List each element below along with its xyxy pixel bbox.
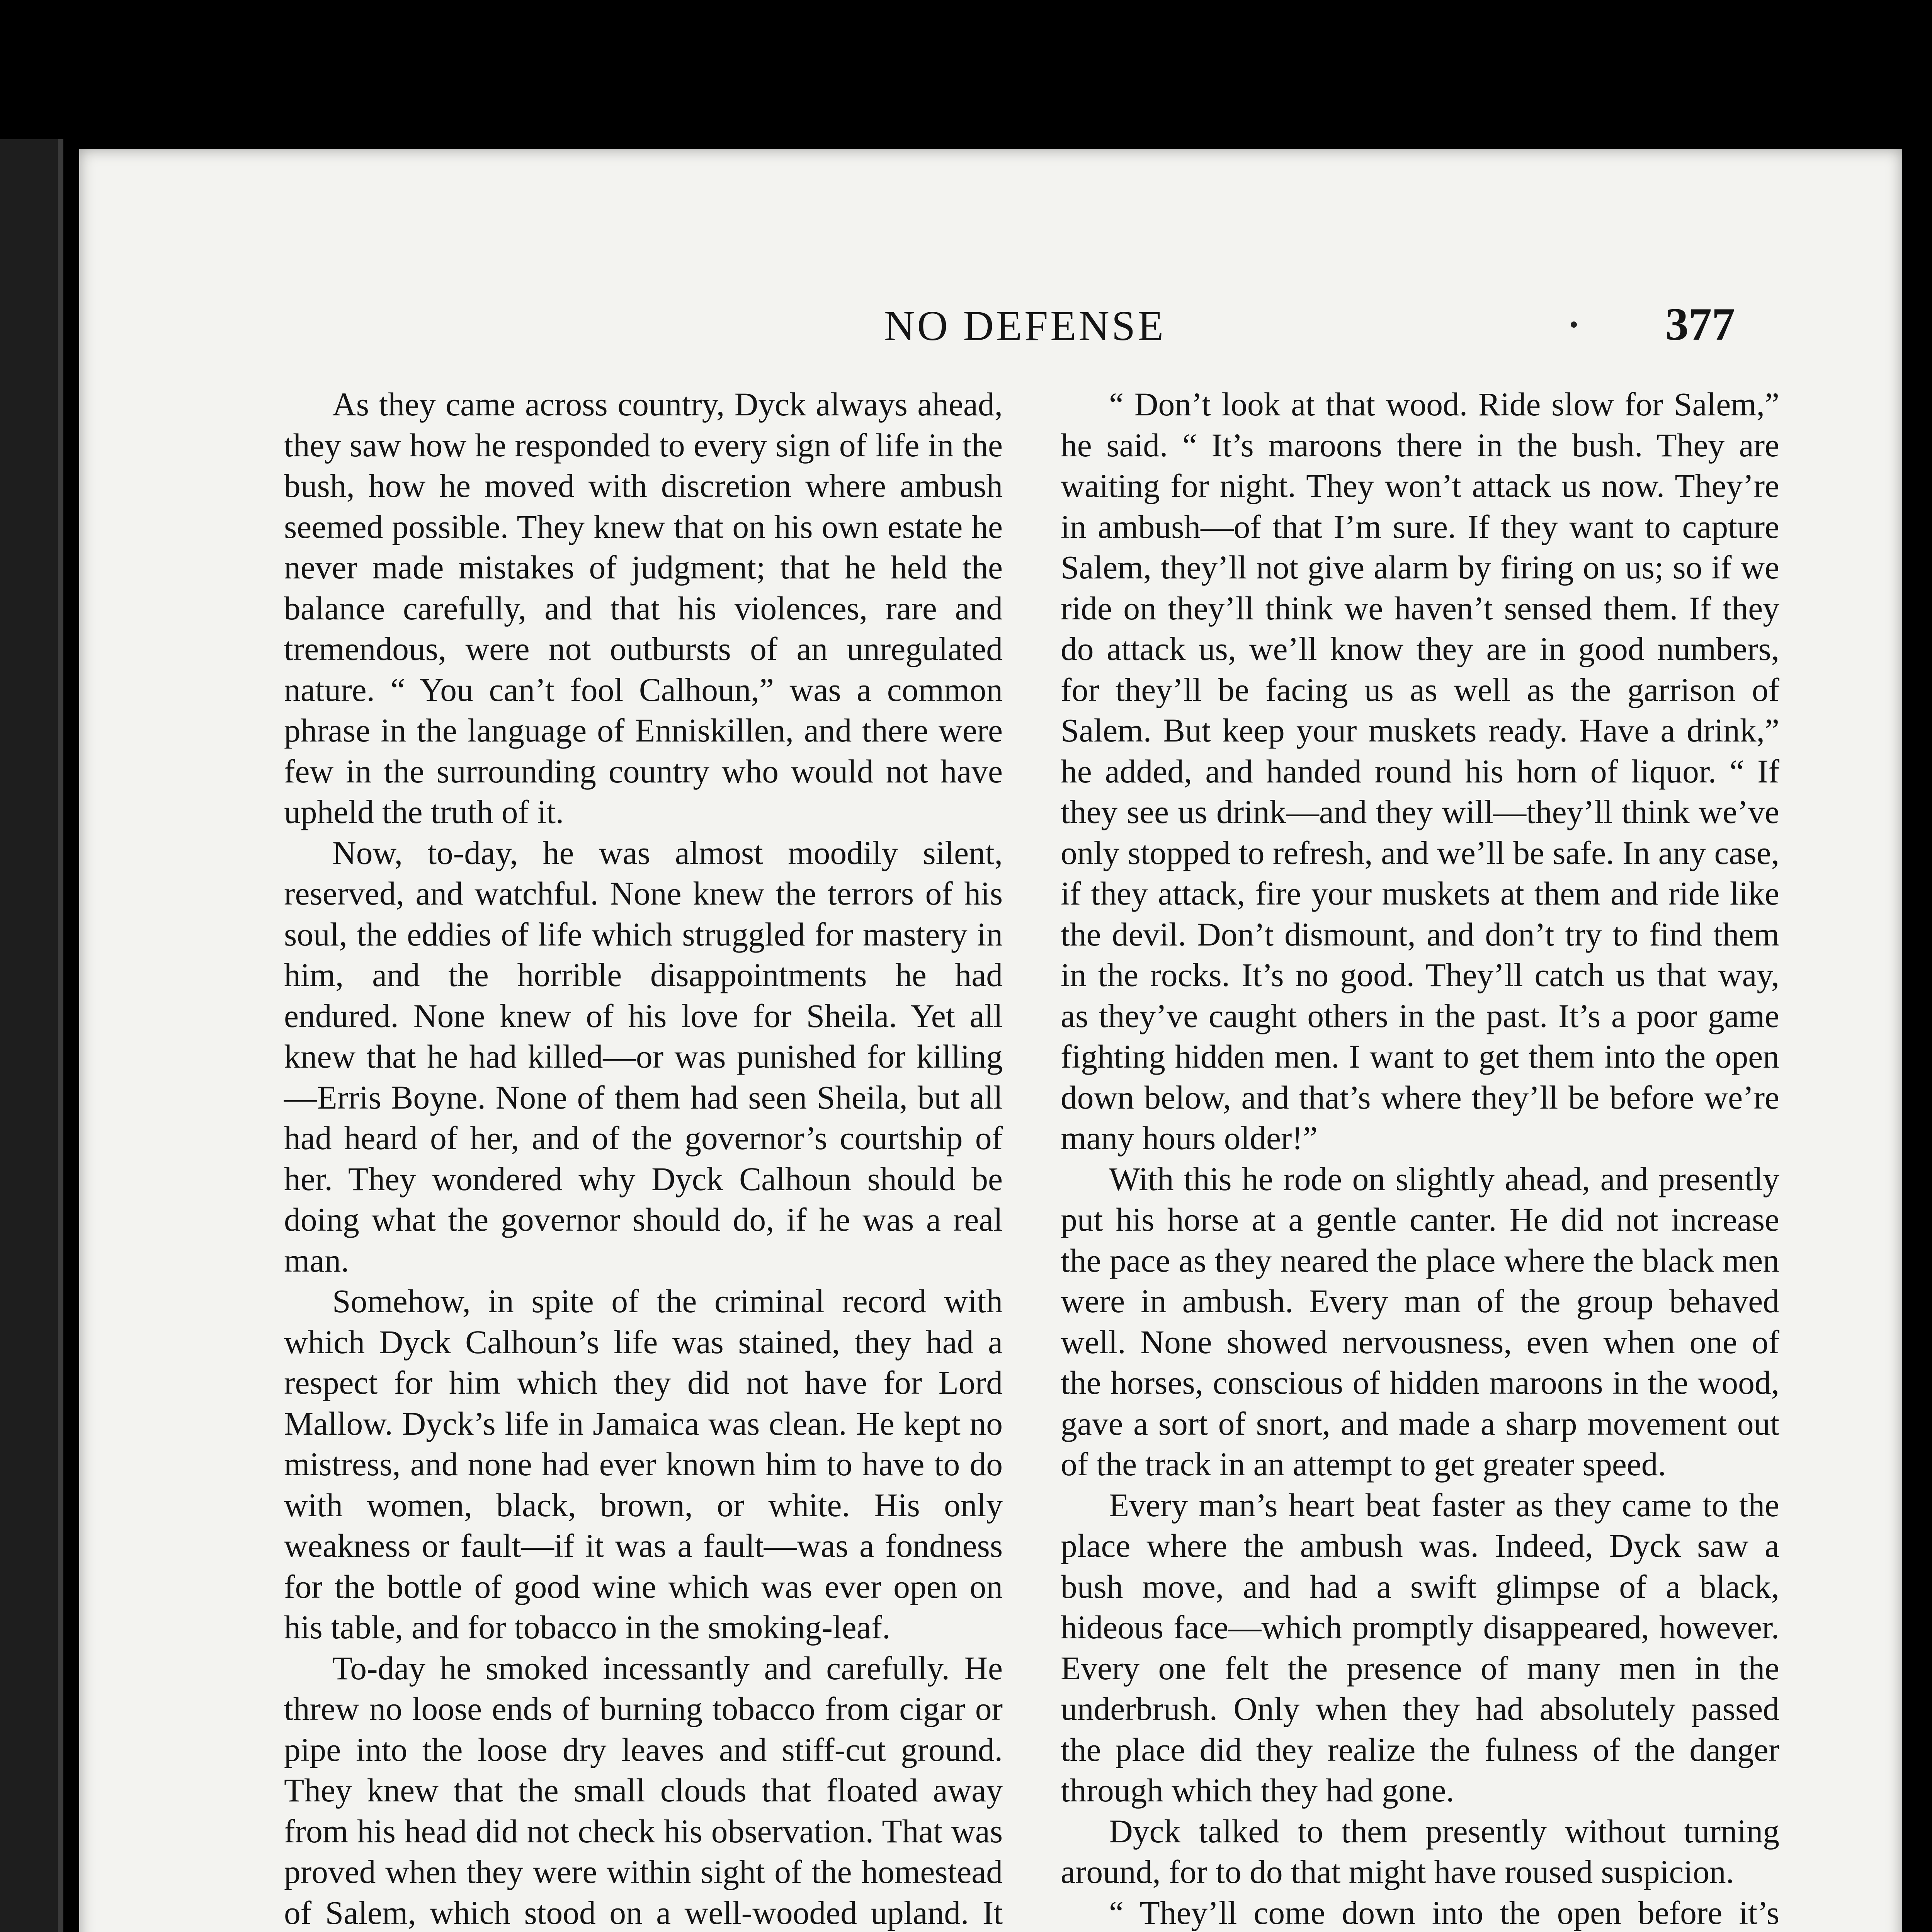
adjacent-page-edge bbox=[0, 139, 63, 1932]
paragraph: With this he rode on slightly ahead, and presently put his horse at a gentle canter. He did not increase the pace as they neared the place where the black men were in ambush. Every man of the group behaved well. None showed nervousness, even when one of the horses, conscious of hidden maroons in the wood, gave a sort of snort, and made a sharp movement out of the track in an attempt to get greater speed. bbox=[1061, 1161, 1779, 1483]
paragraph: Every man’s heart beat faster as they came to the place where the ambush was. Indeed, Dyck saw a bush move, and had a swift glimpse of a black, hideous face—which promptly disappeared, however. Every one felt the presence of many men in the underbrush. Only when they had absolutely passed the place did they realize the fulness of the danger through which they had gone. bbox=[1061, 1487, 1779, 1809]
paragraph: “ Don’t look at that wood. Ride slow for Salem,” he said. “ It’s maroons there in the bush. They are waiting for night. They won’t attack us now. They’re in ambush—of that I’m sure. If they want to capture Salem, they’ll not give alarm by firing on us; so if we ride on they’ll think we haven’t sensed them. If they do attack us, we’ll know they are in good numbers, for they’ll be facing us as well as the garrison of Salem. But keep your muskets ready. Have a drink,” he added, and handed round his horn of liquor. “ If they see us drink—and they will—they’ll think we’ve only stopped to refresh, and we’ll be safe. In any case, if they attack, fire your muskets at them and ride like the devil. Don’t dismount, and don’t try to find them in the rocks. It’s no good. They’ll catch us that way, as they’ve caught others in the past. It’s a poor game fighting hidden men. I want to get them into the open down below, and that’s where they’ll be before we’re many hours older!” bbox=[1061, 386, 1779, 1156]
header-dot bbox=[1571, 321, 1577, 328]
paragraph: Somehow, in spite of the criminal record with which Dyck Calhoun’s life was stained, they had a respect for him which they did not have for Lord Mallow. Dyck’s life in Jamaica was clean. He kept no mistress, and none had ever known him to have to do with women, black, brown, or white. His only weakness or fault—if it was a fault—was a fondness for the bottle of good wine which was ever open on his table, and for tobacco in the smoking-leaf. bbox=[284, 1283, 1003, 1646]
paragraph: Dyck talked to them presently without turning around, for to do that might have roused suspicion. bbox=[1061, 1813, 1779, 1890]
running-title: NO DEFENSE bbox=[884, 302, 1166, 349]
text-column-right bbox=[1061, 384, 1779, 1932]
paragraph: “ They’ll come down into the open before it’s bbox=[1109, 1895, 1779, 1931]
paragraph: Now, to-day, he was almost moodily silent, reserved, and watchful. None knew the terrors of his soul, the eddies of life which struggled for mastery in him, and the horrible disappointments he had endured. None knew of his love for Sheila. Yet all knew that he had killed—or was punished for killing—Erris Boyne. None of them had seen Sheila, but all had heard of her, and of the governor’s courtship of her. They wondered why Dyck Calhoun should be doing what the governor should do, if he was a real man. bbox=[284, 835, 1003, 1279]
text-column-left bbox=[284, 384, 1003, 1932]
paragraph: To-day he smoked incessantly and carefully. He threw no loose ends of burning tobacco from cigar or pipe into the loose dry leaves and stiff-cut ground. They knew that the small clouds that floated away from his head did not check his observation. That was proved when they were within sight of the homestead of Salem, which stood on a well-wooded upland. It bbox=[284, 1650, 1003, 1931]
page-number: 377 bbox=[1665, 298, 1735, 350]
paragraph: As they came across country, Dyck always ahead, they saw how he responded to every sign of life in the bush, how he moved with discretion where ambush seemed possible. They knew that on his own estate he never made mistakes of judgment; that he held the balance carefully, and that his violences, rare and tremendous, were not outbursts of an unregulated nature. “ You can’t fool Calhoun,” was a common phrase in the language of Enniskillen, and there were few in the surrounding country who would not have upheld the truth of it. bbox=[284, 386, 1003, 830]
